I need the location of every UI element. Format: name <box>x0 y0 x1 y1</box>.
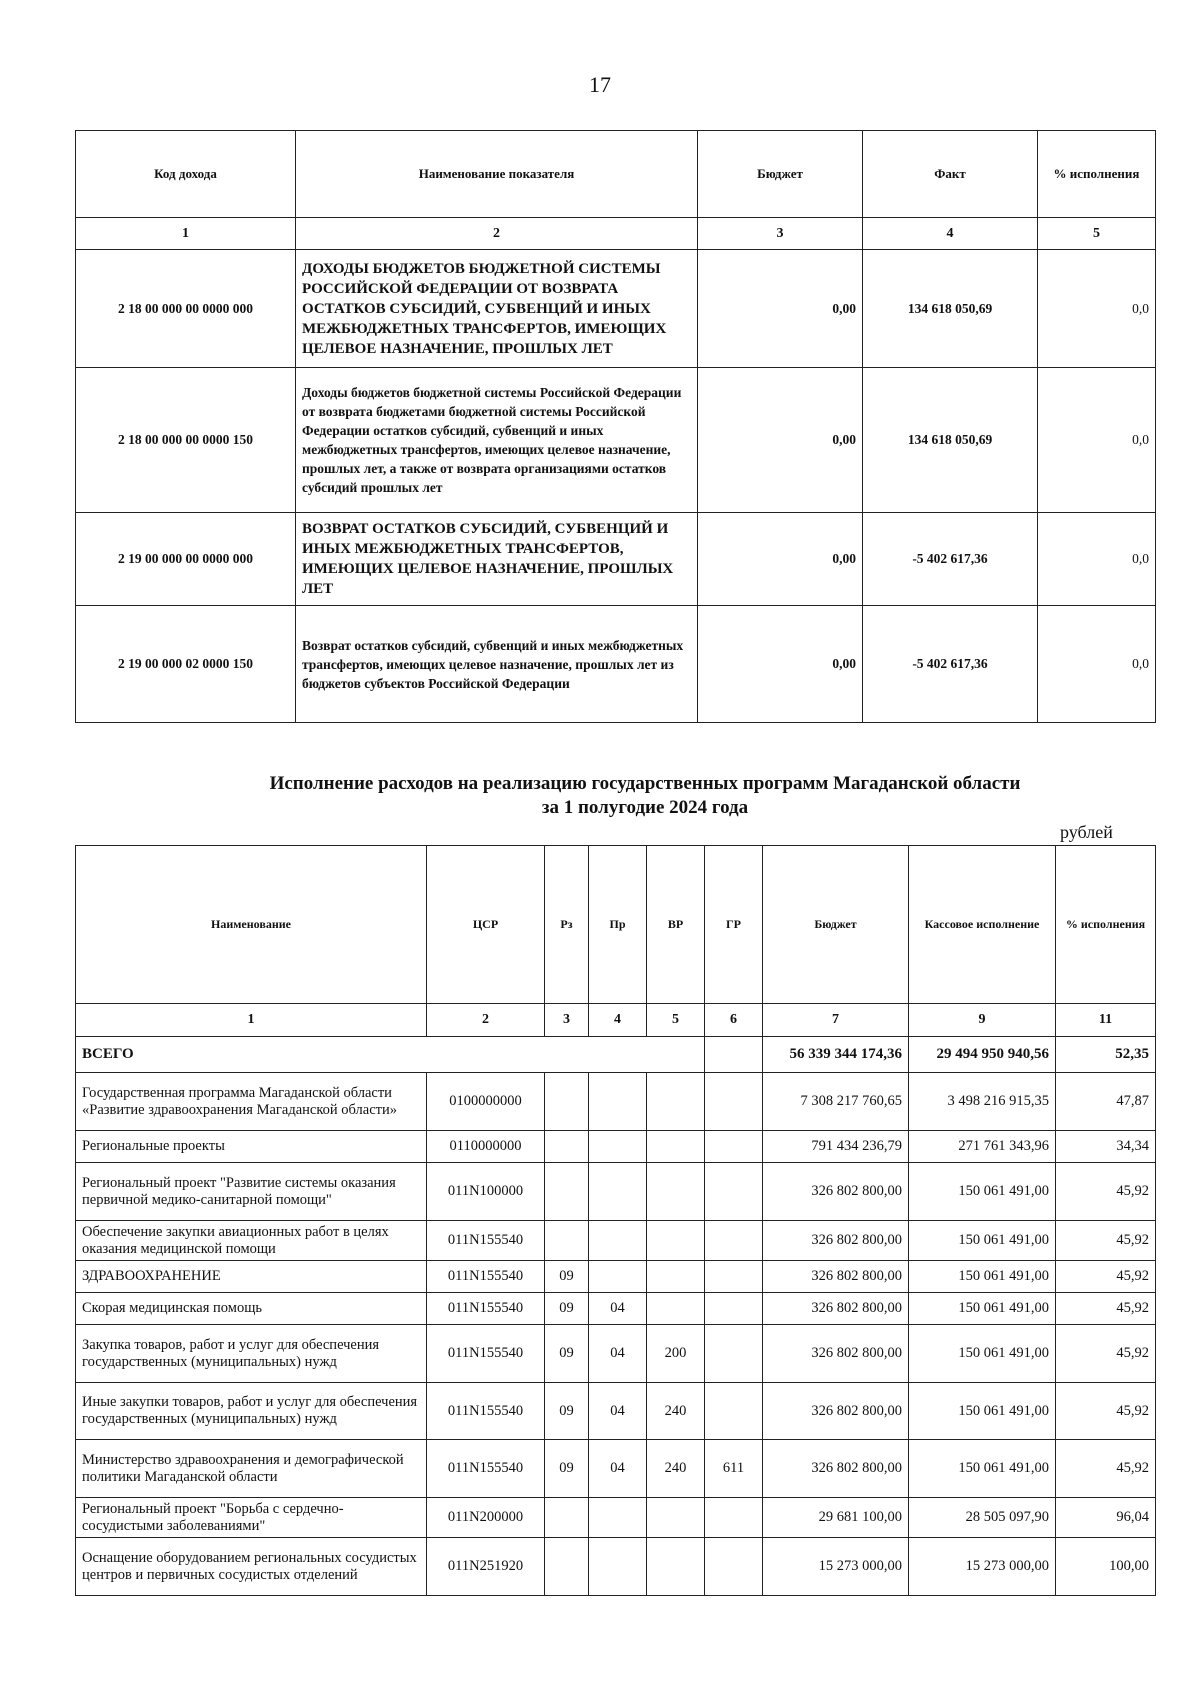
vr-code <box>647 1293 705 1325</box>
gr-code <box>705 1293 763 1325</box>
column-number: 1 <box>76 218 296 250</box>
budget-value: 326 802 800,00 <box>763 1440 909 1498</box>
percent-value: 100,00 <box>1056 1538 1156 1596</box>
program-name: Оснащение оборудованием региональных сосудистых центров и первичных сосудистых отделений <box>76 1538 427 1596</box>
percent-value: 45,92 <box>1056 1221 1156 1261</box>
vr-code <box>647 1073 705 1131</box>
executed-value: 28 505 097,90 <box>909 1498 1056 1538</box>
percent-value: 45,92 <box>1056 1261 1156 1293</box>
csr-code: 011N155540 <box>427 1293 545 1325</box>
vr-code <box>647 1163 705 1221</box>
table-row <box>76 1221 1156 1261</box>
budget-value: 0,00 <box>698 606 863 723</box>
rz-code: 09 <box>545 1383 589 1440</box>
header-budget: Бюджет <box>763 846 909 1004</box>
column-number: 3 <box>698 218 863 250</box>
indicator-name: ДОХОДЫ БЮДЖЕТОВ БЮДЖЕТНОЙ СИСТЕМЫ РОССИЙСКОЙ ФЕДЕРАЦИИ ОТ ВОЗВРАТА ОСТАТКОВ СУБСИДИЙ, СУБВЕНЦИЙ И ИНЫХ МЕЖБЮДЖЕТНЫХ ТРАНСФЕРТОВ, ИМЕЮЩИХ ЦЕЛЕВОЕ НАЗНАЧЕНИЕ, ПРОШЛЫХ ЛЕТ <box>296 250 698 368</box>
percent-value: 45,92 <box>1056 1383 1156 1440</box>
table-row <box>76 1073 1156 1131</box>
column-number: 2 <box>296 218 698 250</box>
vr-code <box>647 1261 705 1293</box>
column-number: 5 <box>647 1004 705 1037</box>
pr-code <box>589 1163 647 1221</box>
column-number: 6 <box>705 1004 763 1037</box>
vr-code <box>647 1498 705 1538</box>
gr-code: 611 <box>705 1440 763 1498</box>
header-csr: ЦСР <box>427 846 545 1004</box>
table-row <box>76 1131 1156 1163</box>
budget-value: 326 802 800,00 <box>763 1293 909 1325</box>
income-code: 2 19 00 000 02 0000 150 <box>76 606 296 723</box>
rz-code <box>545 1221 589 1261</box>
header-rz: Рз <box>545 846 589 1004</box>
executed-value: 150 061 491,00 <box>909 1163 1056 1221</box>
csr-code: 011N155540 <box>427 1383 545 1440</box>
column-number: 11 <box>1056 1004 1156 1037</box>
gr-code <box>705 1325 763 1383</box>
total-executed: 29 494 950 940,56 <box>909 1037 1056 1073</box>
budget-value: 326 802 800,00 <box>763 1163 909 1221</box>
page-number: 17 <box>589 72 611 97</box>
programs-table <box>75 845 1156 1596</box>
table-row <box>76 1293 1156 1325</box>
program-name: Региональные проекты <box>76 1131 427 1163</box>
programs-header-row <box>76 846 1156 1004</box>
table-row <box>76 606 1156 723</box>
rz-code: 09 <box>545 1261 589 1293</box>
rz-code <box>545 1131 589 1163</box>
rz-code <box>545 1498 589 1538</box>
income-code: 2 18 00 000 00 0000 000 <box>76 250 296 368</box>
csr-code: 011N155540 <box>427 1221 545 1261</box>
column-number: 9 <box>909 1004 1056 1037</box>
executed-value: 150 061 491,00 <box>909 1261 1056 1293</box>
fact-value: -5 402 617,36 <box>863 606 1038 723</box>
percent-value: 0,0 <box>1038 513 1156 606</box>
percent-value: 45,92 <box>1056 1163 1156 1221</box>
gr-code <box>705 1163 763 1221</box>
header-fact: Факт <box>863 131 1038 218</box>
fact-value: 134 618 050,69 <box>863 250 1038 368</box>
executed-value: 150 061 491,00 <box>909 1325 1056 1383</box>
pr-code <box>589 1073 647 1131</box>
program-name: Скорая медицинская помощь <box>76 1293 427 1325</box>
header-indicator-name: Наименование показателя <box>296 131 698 218</box>
program-name: ЗДРАВООХРАНЕНИЕ <box>76 1261 427 1293</box>
rz-code <box>545 1163 589 1221</box>
budget-value: 326 802 800,00 <box>763 1383 909 1440</box>
table-row <box>76 1163 1156 1221</box>
table-row <box>76 250 1156 368</box>
revenue-table <box>75 130 1156 723</box>
header-pr: Пр <box>589 846 647 1004</box>
table-row <box>76 1440 1156 1498</box>
gr-code <box>705 1221 763 1261</box>
column-number: 7 <box>763 1004 909 1037</box>
pr-code: 04 <box>589 1440 647 1498</box>
program-name: Государственная программа Магаданской области «Развитие здравоохранения Магаданской области» <box>76 1073 427 1131</box>
percent-value: 45,92 <box>1056 1440 1156 1498</box>
income-code: 2 19 00 000 00 0000 000 <box>76 513 296 606</box>
rz-code: 09 <box>545 1325 589 1383</box>
total-percent: 52,35 <box>1056 1037 1156 1073</box>
fact-value: 134 618 050,69 <box>863 368 1038 513</box>
executed-value: 271 761 343,96 <box>909 1131 1056 1163</box>
budget-value: 29 681 100,00 <box>763 1498 909 1538</box>
csr-code: 011N155540 <box>427 1261 545 1293</box>
percent-value: 47,87 <box>1056 1073 1156 1131</box>
gr-code <box>705 1261 763 1293</box>
budget-value: 0,00 <box>698 250 863 368</box>
program-name: Обеспечение закупки авиационных работ в целях оказания медицинской помощи <box>76 1221 427 1261</box>
table-row <box>76 1538 1156 1596</box>
programs-column-numbers <box>76 1004 1156 1037</box>
pr-code <box>589 1131 647 1163</box>
header-percent: % исполнения <box>1056 846 1156 1004</box>
csr-code: 011N200000 <box>427 1498 545 1538</box>
table-row <box>76 368 1156 513</box>
percent-value: 0,0 <box>1038 368 1156 513</box>
percent-value: 45,92 <box>1056 1325 1156 1383</box>
gr-code <box>705 1131 763 1163</box>
indicator-name: Доходы бюджетов бюджетной системы Российской Федерации от возврата бюджетами бюджетной системы Российской Федерации остатков субсидий, субвенций и иных межбюджетных трансфертов, имеющих целевое назначение, прошлых лет, а также от возврата организациями остатков субсидий прошлых лет <box>296 368 698 513</box>
csr-code: 011N155540 <box>427 1325 545 1383</box>
vr-code <box>647 1221 705 1261</box>
rz-code: 09 <box>545 1293 589 1325</box>
rz-code <box>545 1538 589 1596</box>
fact-value: -5 402 617,36 <box>863 513 1038 606</box>
column-number: 5 <box>1038 218 1156 250</box>
percent-value: 34,34 <box>1056 1131 1156 1163</box>
column-number: 2 <box>427 1004 545 1037</box>
pr-code <box>589 1498 647 1538</box>
section-title-line-2: за 1 полугодие 2024 года <box>541 797 749 818</box>
revenue-column-numbers <box>76 218 1156 250</box>
pr-code <box>589 1538 647 1596</box>
rz-code <box>545 1073 589 1131</box>
gr-code <box>705 1073 763 1131</box>
table-row <box>76 1383 1156 1440</box>
budget-value: 0,00 <box>698 513 863 606</box>
section-title <box>0 772 1200 820</box>
executed-value: 150 061 491,00 <box>909 1440 1056 1498</box>
csr-code: 011N251920 <box>427 1538 545 1596</box>
percent-value: 0,0 <box>1038 250 1156 368</box>
pr-code <box>589 1261 647 1293</box>
header-budget: Бюджет <box>698 131 863 218</box>
column-number: 3 <box>545 1004 589 1037</box>
csr-code: 011N155540 <box>427 1440 545 1498</box>
table-row <box>76 1498 1156 1538</box>
column-number: 1 <box>76 1004 427 1037</box>
budget-value: 0,00 <box>698 368 863 513</box>
total-row <box>76 1037 1156 1073</box>
header-cash-execution: Кассовое исполнение <box>909 846 1056 1004</box>
executed-value: 15 273 000,00 <box>909 1538 1056 1596</box>
indicator-name: Возврат остатков субсидий, субвенций и иных межбюджетных трансфертов, имеющих целевое назначение, прошлых лет из бюджетов субъектов Российской Федерации <box>296 606 698 723</box>
budget-value: 7 308 217 760,65 <box>763 1073 909 1131</box>
pr-code: 04 <box>589 1325 647 1383</box>
vr-code: 200 <box>647 1325 705 1383</box>
program-name: Министерство здравоохранения и демографической политики Магаданской области <box>76 1440 427 1498</box>
budget-value: 326 802 800,00 <box>763 1221 909 1261</box>
vr-code: 240 <box>647 1383 705 1440</box>
executed-value: 150 061 491,00 <box>909 1293 1056 1325</box>
vr-code <box>647 1538 705 1596</box>
executed-value: 150 061 491,00 <box>909 1221 1056 1261</box>
gr-code <box>705 1383 763 1440</box>
csr-code: 0110000000 <box>427 1131 545 1163</box>
program-name: Региональный проект "Развитие системы оказания первичной медико-санитарной помощи" <box>76 1163 427 1221</box>
gr-code <box>705 1538 763 1596</box>
indicator-name: ВОЗВРАТ ОСТАТКОВ СУБСИДИЙ, СУБВЕНЦИЙ И ИНЫХ МЕЖБЮДЖЕТНЫХ ТРАНСФЕРТОВ, ИМЕЮЩИХ ЦЕЛЕВОЕ НАЗНАЧЕНИЕ, ПРОШЛЫХ ЛЕТ <box>296 513 698 606</box>
budget-value: 326 802 800,00 <box>763 1325 909 1383</box>
program-name: Региональный проект "Борьба с сердечно-сосудистыми заболеваниями" <box>76 1498 427 1538</box>
header-income-code: Код дохода <box>76 131 296 218</box>
executed-value: 150 061 491,00 <box>909 1383 1056 1440</box>
header-vr: ВР <box>647 846 705 1004</box>
revenue-header-row <box>76 131 1156 218</box>
table-row <box>76 1261 1156 1293</box>
csr-code: 011N100000 <box>427 1163 545 1221</box>
column-number: 4 <box>863 218 1038 250</box>
budget-value: 326 802 800,00 <box>763 1261 909 1293</box>
table-row <box>76 1325 1156 1383</box>
total-label: ВСЕГО <box>76 1037 705 1073</box>
pr-code: 04 <box>589 1293 647 1325</box>
unit-label: рублей <box>1060 822 1113 842</box>
pr-code: 04 <box>589 1383 647 1440</box>
header-name: Наименование <box>76 846 427 1004</box>
program-name: Иные закупки товаров, работ и услуг для обеспечения государственных (муниципальных) нужд <box>76 1383 427 1440</box>
rz-code: 09 <box>545 1440 589 1498</box>
budget-value: 15 273 000,00 <box>763 1538 909 1596</box>
gr-code <box>705 1498 763 1538</box>
executed-value: 3 498 216 915,35 <box>909 1073 1056 1131</box>
income-code: 2 18 00 000 00 0000 150 <box>76 368 296 513</box>
table-row <box>76 513 1156 606</box>
pr-code <box>589 1221 647 1261</box>
vr-code: 240 <box>647 1440 705 1498</box>
total-budget: 56 339 344 174,36 <box>763 1037 909 1073</box>
section-title-line-1: Исполнение расходов на реализацию государственных программ Магаданской области <box>269 773 1021 794</box>
program-name: Закупка товаров, работ и услуг для обеспечения государственных (муниципальных) нужд <box>76 1325 427 1383</box>
column-number: 4 <box>589 1004 647 1037</box>
percent-value: 45,92 <box>1056 1293 1156 1325</box>
empty-cell <box>705 1037 763 1073</box>
header-gr: ГР <box>705 846 763 1004</box>
budget-value: 791 434 236,79 <box>763 1131 909 1163</box>
percent-value: 0,0 <box>1038 606 1156 723</box>
vr-code <box>647 1131 705 1163</box>
header-percent: % исполнения <box>1038 131 1156 218</box>
percent-value: 96,04 <box>1056 1498 1156 1538</box>
csr-code: 0100000000 <box>427 1073 545 1131</box>
